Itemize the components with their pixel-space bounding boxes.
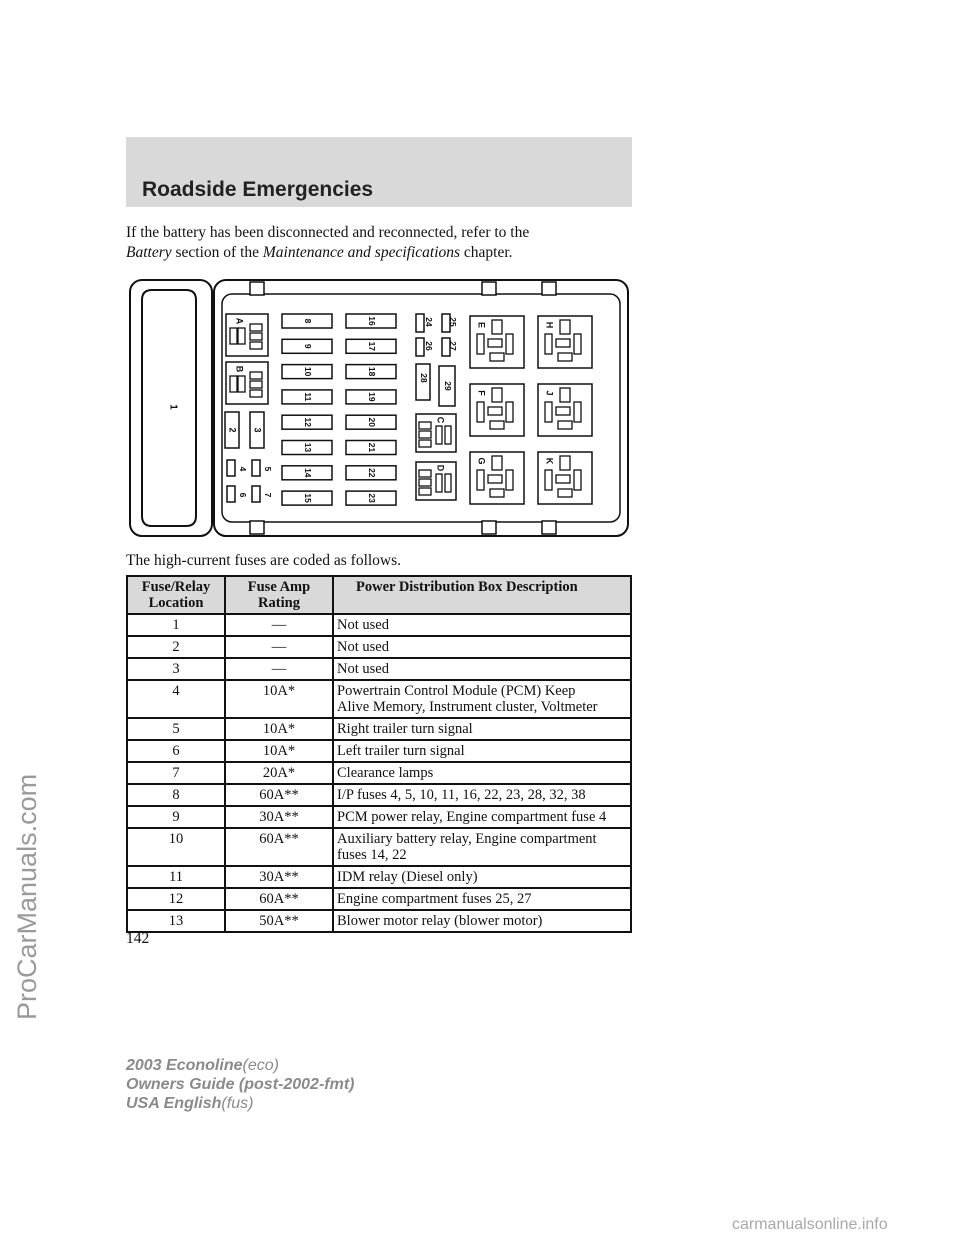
fuse-amp-cell: 60A**	[225, 888, 333, 910]
fuse-7	[252, 486, 260, 502]
fuse-3-label: 3	[252, 427, 263, 433]
document-footer: 2003 Econoline(eco) Owners Guide (post-2002-fmt) USA English(fus)	[126, 1057, 355, 1112]
table-row	[127, 888, 631, 910]
fuse-17-label: 17	[366, 341, 377, 352]
intro-text-3: chapter.	[463, 244, 513, 261]
fuse-18-label: 18	[366, 366, 377, 377]
fuse-24-label: 24	[423, 317, 434, 327]
fuse-24	[416, 314, 424, 332]
fuse-10-label: 10	[302, 366, 313, 377]
fuse-7-label: 7	[262, 492, 273, 498]
table-row	[127, 740, 631, 762]
fuse-description-cell: Auxiliary battery relay, Engine compartment fuses 14, 22	[333, 828, 631, 866]
coded-intro: The high-current fuses are coded as follows.	[126, 552, 402, 569]
header-location: Fuse/Relay Location	[127, 576, 225, 614]
relay-H-label: H	[544, 321, 555, 329]
fuse-location-cell: 7	[127, 762, 225, 784]
fuse-8-label: 8	[302, 318, 313, 324]
fuse-location-cell: 9	[127, 806, 225, 828]
table-row	[127, 636, 631, 658]
fuse-amp-cell: 30A**	[225, 806, 333, 828]
fuse-14-label: 14	[302, 468, 313, 478]
fuse-location-cell: 2	[127, 636, 225, 658]
fuse-amp-cell: —	[225, 658, 333, 680]
fuse-15-label: 15	[302, 493, 313, 503]
fuse-location-cell: 12	[127, 888, 225, 910]
fuse-amp-cell: 10A*	[225, 718, 333, 740]
fuse-location-cell: 3	[127, 658, 225, 680]
fuse-location-cell: 11	[127, 866, 225, 888]
fuse-table	[126, 575, 632, 933]
fuse-amp-cell: 60A**	[225, 828, 333, 866]
relay-D-label: D	[435, 464, 446, 472]
relay-G-label: G	[476, 457, 487, 465]
fuse-amp-cell: 20A*	[225, 762, 333, 784]
fuse-description-cell: Right trailer turn signal	[333, 718, 631, 740]
table-row	[127, 784, 631, 806]
fuse-description-cell: Powertrain Control Module (PCM) Keep Alive Memory, Instrument cluster, Voltmeter	[333, 680, 631, 718]
fuse-21-label: 21	[366, 442, 377, 453]
fuse-25-label: 25	[447, 317, 458, 327]
fuse-6	[227, 486, 235, 502]
fuse-26	[416, 338, 424, 356]
power-distribution-box-diagram	[126, 276, 632, 540]
fuse-20-label: 20	[366, 417, 377, 427]
fuse-description-cell: Not used	[333, 614, 631, 636]
fuse-amp-cell: 10A*	[225, 680, 333, 718]
intro-text-2: section of the	[175, 244, 260, 261]
fuse-amp-cell: —	[225, 614, 333, 636]
fuse-amp-cell: 10A*	[225, 740, 333, 762]
fuse-location-cell: 6	[127, 740, 225, 762]
table-row	[127, 806, 631, 828]
table-header-row	[127, 576, 631, 614]
fuse-28-label: 28	[418, 373, 429, 383]
fuse-location-cell: 4	[127, 680, 225, 718]
fuse-description-cell: Left trailer turn signal	[333, 740, 631, 762]
fuse-4-label: 4	[237, 466, 248, 472]
table-row	[127, 866, 631, 888]
table-row	[127, 614, 631, 636]
header-amp-rating: Fuse Amp Rating	[225, 576, 333, 614]
fuse-description-cell: Clearance lamps	[333, 762, 631, 784]
fuse-location-cell: 8	[127, 784, 225, 806]
fuse-2-label: 2	[227, 427, 238, 433]
relay-K-label: K	[544, 457, 555, 465]
fuse-5	[252, 460, 260, 476]
table-row	[127, 910, 631, 932]
relay-J-label: J	[544, 390, 555, 396]
intro-paragraph	[126, 223, 636, 263]
section-title: Roadside Emergencies	[142, 178, 374, 201]
fuse-description-cell: Engine compartment fuses 25, 27	[333, 888, 631, 910]
fuse-amp-cell: 50A**	[225, 910, 333, 932]
intro-text-1: If the battery has been disconnected and reconnected, refer to the	[126, 224, 530, 241]
fuse-description-cell: Not used	[333, 658, 631, 680]
fuse-description-cell: Blower motor relay (blower motor)	[333, 910, 631, 932]
fuse-description-cell: I/P fuses 4, 5, 10, 11, 16, 22, 23, 28, 32, 38	[333, 784, 631, 806]
fuse-27-label: 27	[447, 341, 458, 351]
fuse-13-label: 13	[302, 442, 313, 453]
fuse-12-label: 12	[302, 417, 313, 427]
relay-A-label: A	[234, 317, 245, 325]
header-description: Power Distribution Box Description	[333, 576, 631, 614]
fuse-9-label: 9	[302, 343, 313, 349]
fuse-16-label: 16	[366, 316, 377, 326]
fuse-1-label: 1	[167, 404, 179, 410]
intro-maintenance-ref: Maintenance and specifications	[262, 244, 461, 261]
fuse-5-label: 5	[262, 466, 273, 472]
relay-E-label: E	[476, 321, 487, 329]
fuse-location-cell: 13	[127, 910, 225, 932]
table-row	[127, 658, 631, 680]
fuse-23-label: 23	[366, 493, 377, 503]
fuse-amp-cell: —	[225, 636, 333, 658]
fuse-description-cell: PCM power relay, Engine compartment fuse 4	[333, 806, 631, 828]
table-row	[127, 718, 631, 740]
fuse-22-label: 22	[366, 468, 377, 478]
side-watermark: ProCarManuals.com	[12, 773, 42, 1020]
fuse-amp-cell: 30A**	[225, 866, 333, 888]
relay-B-label: B	[234, 365, 245, 373]
fuse-location-cell: 5	[127, 718, 225, 740]
fuse-description-cell: IDM relay (Diesel only)	[333, 866, 631, 888]
table-row	[127, 762, 631, 784]
fuse-26-label: 26	[423, 341, 434, 351]
table-row	[127, 828, 631, 866]
fuse-4	[227, 460, 235, 476]
fuse-description-cell: Not used	[333, 636, 631, 658]
relay-C-label: C	[435, 416, 446, 424]
page-number: 142	[126, 930, 150, 947]
fuse-29-label: 29	[442, 381, 453, 391]
fuse-11-label: 11	[302, 392, 313, 402]
intro-battery-ref: Battery	[126, 244, 172, 261]
fuse-location-cell: 1	[127, 614, 225, 636]
fuse-location-cell: 10	[127, 828, 225, 866]
fuse-amp-cell: 60A**	[225, 784, 333, 806]
bottom-watermark: carmanualsonline.info	[732, 1216, 888, 1233]
relay-F-label: F	[476, 390, 487, 396]
fuse-6-label: 6	[237, 492, 248, 498]
table-row	[127, 680, 631, 718]
fuse-19-label: 19	[366, 392, 377, 402]
